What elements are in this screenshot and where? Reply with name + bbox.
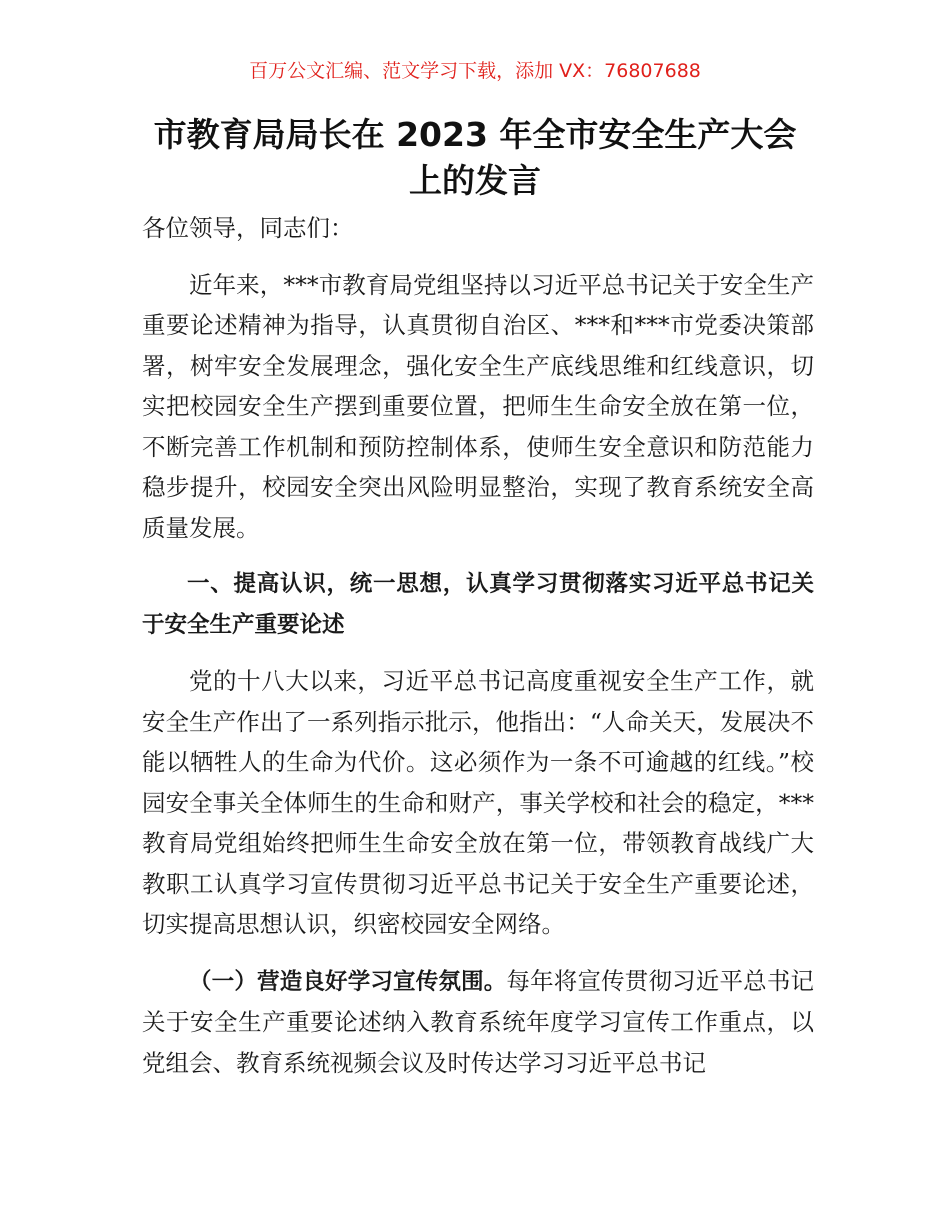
section-heading-1: 一、提高认识，统一思想，认真学习贯彻落实习近平总书记关于安全生产重要论述 xyxy=(142,571,814,638)
watermark-banner: 百万公文汇编、范文学习下载，添加 VX：76807688 xyxy=(249,60,701,82)
paragraph-subsection-1 xyxy=(142,961,814,1084)
paragraph-intro: 近年来，***市教育局党组坚持以习近平总书记关于安全生产重要论述精神为指导，认真贯彻自治区、***和***市党委决策部署，树牢安全发展理念，强化安全生产底线思维和红线意识，切实把校园安全生产摆到重要位置，把师生生命安全放在第一位，不断完善工作机制和预防控制体系，使师生安全意识和防范能力稳步提升，校园安全突出风险明显整治，实现了教育系统安全高质量发展。 xyxy=(142,270,814,542)
document-body xyxy=(142,208,814,1083)
subsection-text-1: 每年将宣传贯彻习近平总书记关于安全生产重要论述纳入教育系统年度学习宣传工作重点，以党组会、教育系统视频会议及时传达学习习近平总书记 xyxy=(142,966,814,1077)
document-title xyxy=(120,112,830,204)
title-line-1: 市教育局局长在 2023 年全市安全生产大会 xyxy=(153,115,797,154)
salutation: 各位领导，同志们： xyxy=(142,214,354,242)
title-line-2: 上的发言 xyxy=(409,161,541,200)
paragraph-section-1: 党的十八大以来，习近平总书记高度重视安全生产工作，就安全生产作出了一系列指示批示，他指出：“人命关天，发展决不能以牺牲人的生命为代价。这必须作为一条不可逾越的红线。”校园安全事关全体师生的生命和财产，事关学校和社会的稳定，***教育局党组始终把师生生命安全放在第一位，带领教育战线广大教职工认真学习宣传贯彻习近平总书记关于安全生产重要论述，切实提高思想认识，织密校园安全网络。 xyxy=(142,667,814,938)
subsection-heading-1: （一）营造良好学习宣传氛围。 xyxy=(189,968,507,995)
